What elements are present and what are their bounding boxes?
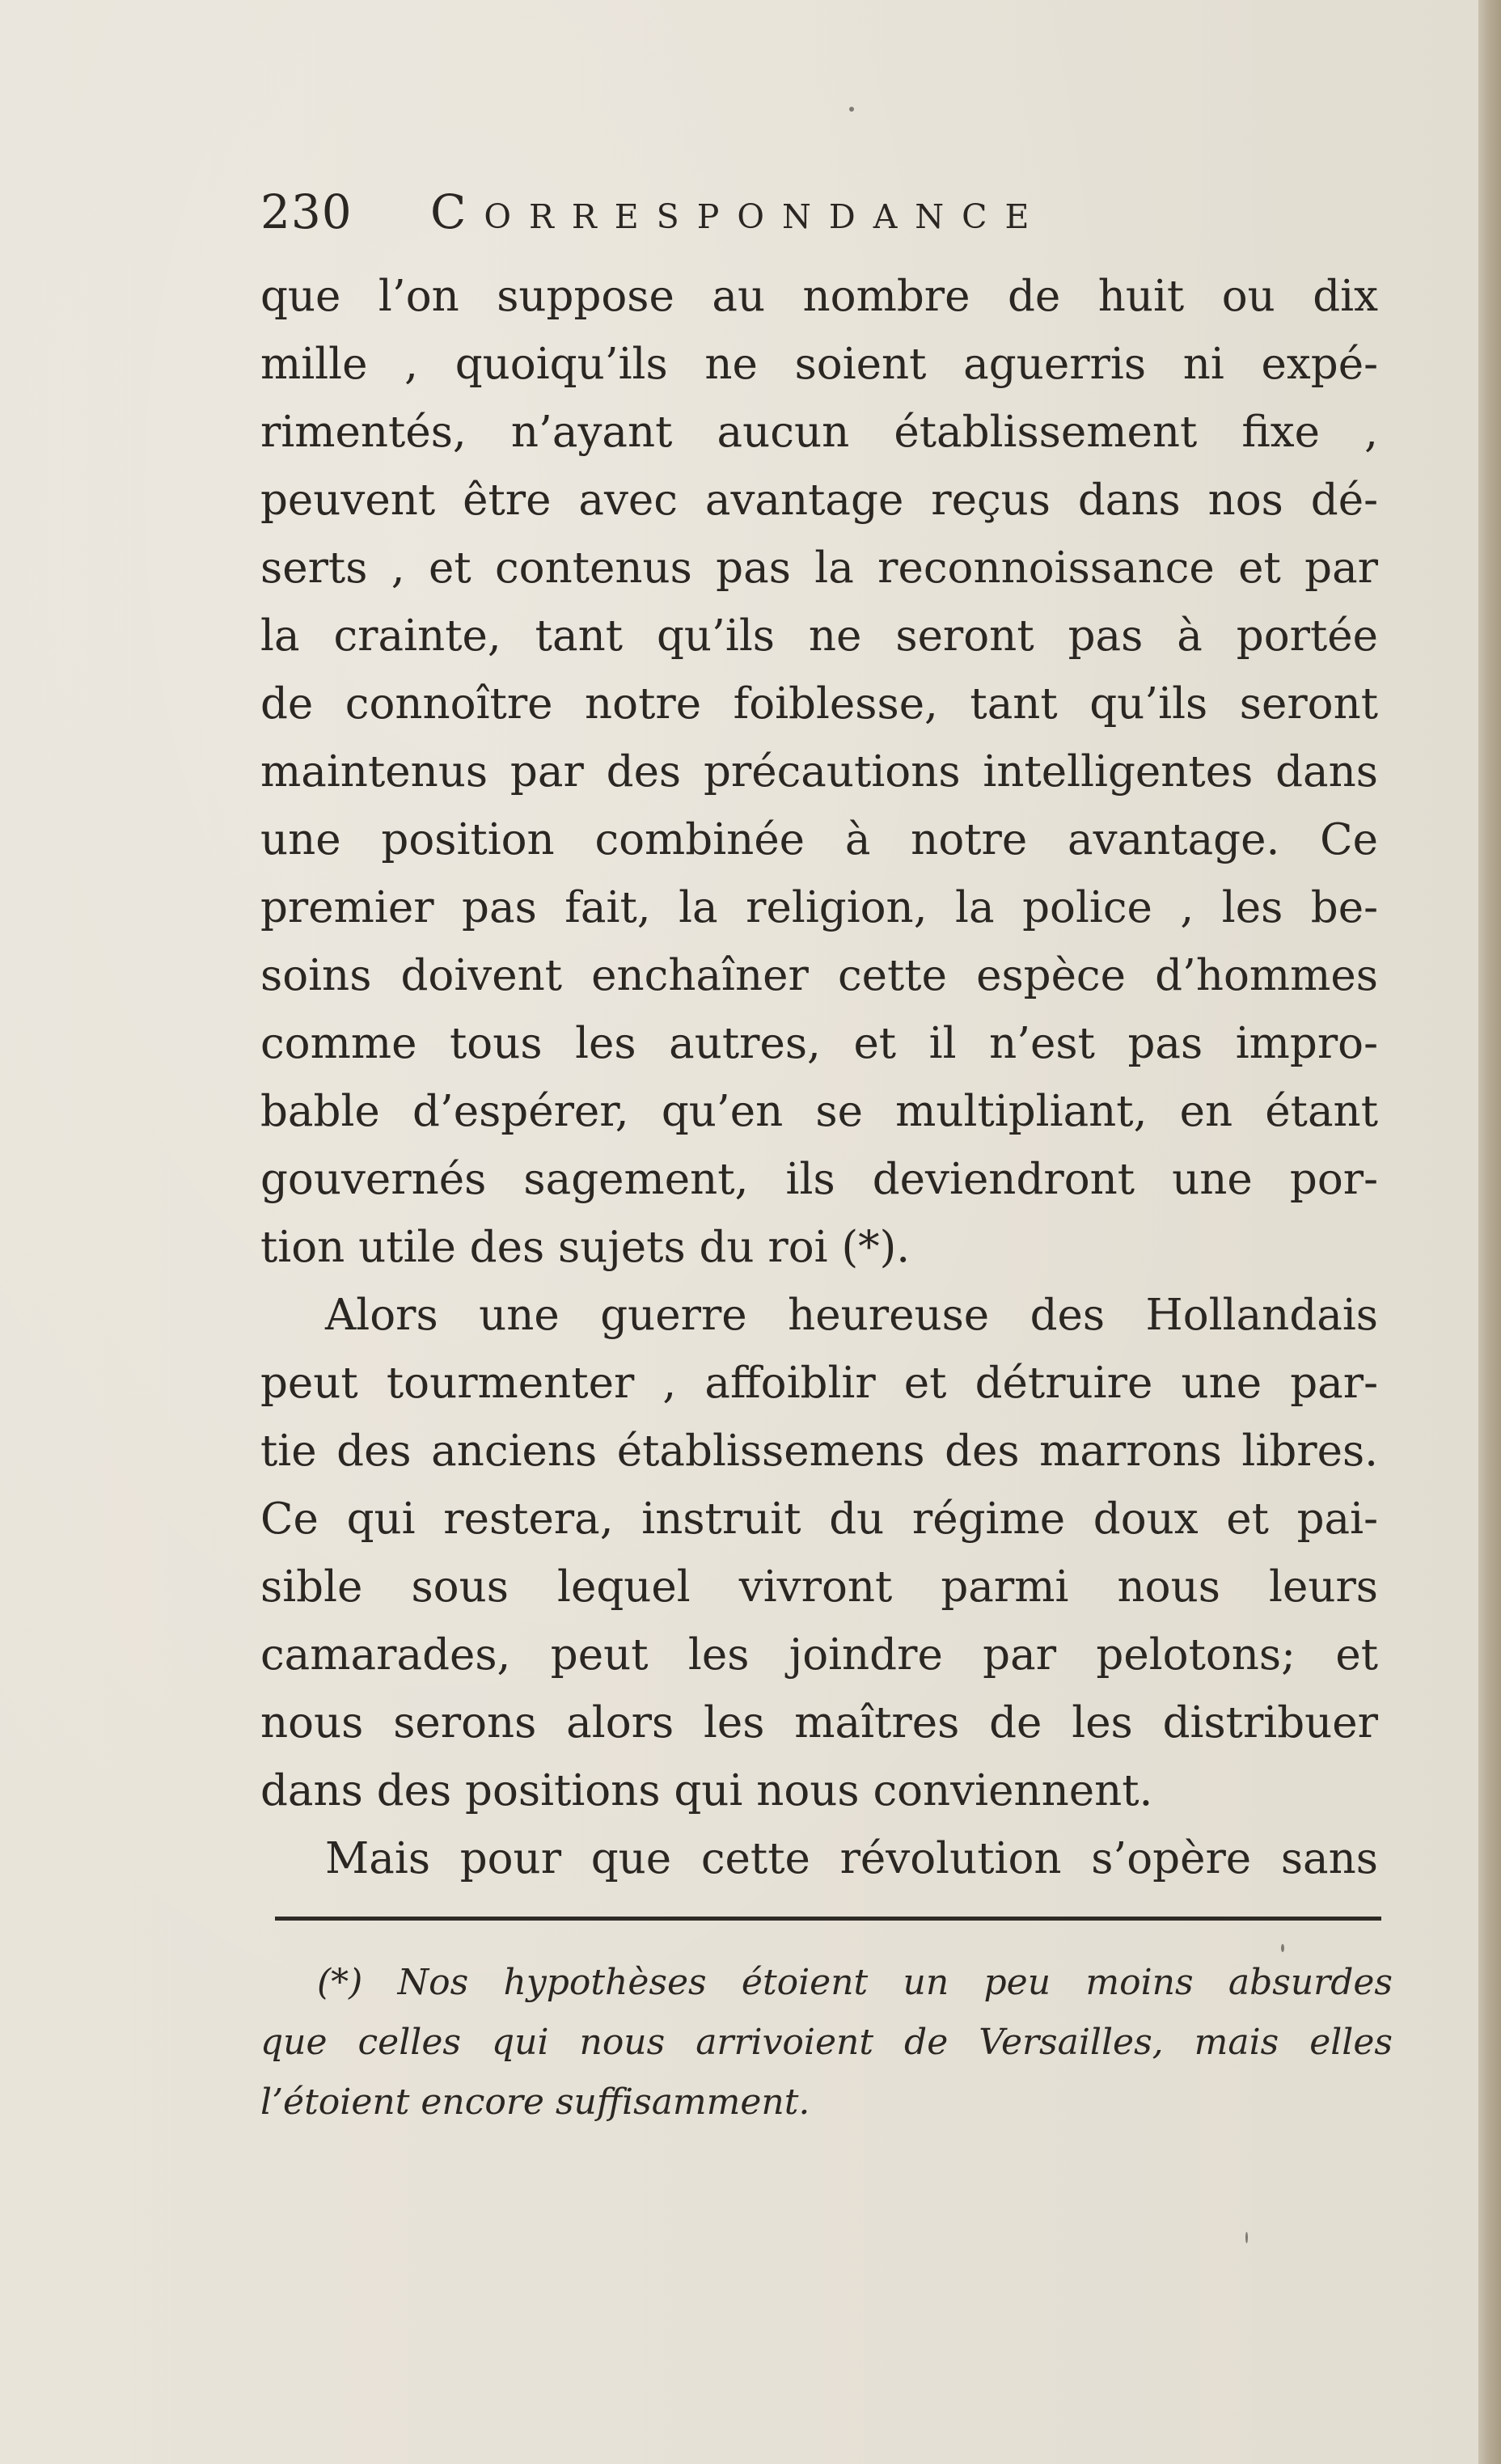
text-line: maintenus par des précautions intelligentes dans — [260, 747, 1378, 797]
text-line: Alors une guerre heureuse des Hollandais — [325, 1291, 1378, 1340]
body-text — [260, 263, 1378, 1893]
text-line: camarades, peut les joindre par pelotons; et — [260, 1630, 1378, 1680]
page-number: 230 — [260, 184, 353, 239]
text-line: de connoître notre foiblesse, tant qu’ils seront — [260, 679, 1378, 729]
text-line: peut tourmenter , affoiblir et détruire une par- — [260, 1359, 1378, 1408]
footnote-divider — [275, 1917, 1381, 1921]
text-line: Ce qui restera, instruit du régime doux et pai- — [260, 1494, 1378, 1544]
text-line: comme tous les autres, et il n’est pas impro- — [260, 1019, 1378, 1068]
ink-speck — [849, 107, 854, 112]
text-line: sible sous lequel vivront parmi nous leurs — [260, 1562, 1378, 1612]
text-line: que l’on suppose au nombre de huit ou dix — [260, 272, 1378, 321]
text-line: une position combinée à notre avantage. Ce — [260, 815, 1378, 864]
text-line: gouvernés sagement, ils deviendront une por- — [260, 1155, 1378, 1204]
text-line: tion utile des sujets du roi (*). — [260, 1223, 911, 1272]
text-line: bable d’espérer, qu’en se multipliant, en étant — [260, 1087, 1378, 1136]
footnote-line: (*) Nos hypothèses étoient un peu moins absurdes — [317, 1962, 1393, 2003]
text-line: peuvent être avec avantage reçus dans nos dé- — [260, 475, 1378, 525]
text-line: soins doivent enchaîner cette espèce d’hommes — [260, 951, 1378, 1000]
ink-speck — [1245, 2232, 1248, 2243]
running-title: Correspondance — [430, 184, 1047, 239]
text-line: nous serons alors les maîtres de les distribuer — [260, 1698, 1378, 1748]
text-line: premier pas fait, la religion, la police , les be- — [260, 883, 1378, 932]
running-header — [260, 184, 1393, 241]
ink-speck — [1281, 1944, 1284, 1952]
footnote-line: l’étoient encore suffisamment. — [260, 2082, 810, 2123]
text-line: rimentés, n’ayant aucun établissement fixe , — [260, 408, 1378, 457]
text-line: Mais pour que cette révolution s’opère sans — [325, 1834, 1378, 1883]
text-line: dans des positions qui nous conviennent. — [260, 1766, 1153, 1815]
text-line: la crainte, tant qu’ils ne seront pas à portée — [260, 611, 1378, 661]
page-edge-shadow — [1478, 0, 1501, 2464]
text-line: mille , quoiqu’ils ne soient aguerris ni expé- — [260, 340, 1378, 389]
footnote — [260, 1953, 1393, 2132]
text-line: serts , et contenus pas la reconnoissance et par — [260, 543, 1378, 593]
footnote-line: que celles qui nous arrivoient de Versailles, mais elles — [260, 2022, 1393, 2063]
text-line: tie des anciens établissemens des marrons libres. — [260, 1426, 1378, 1476]
